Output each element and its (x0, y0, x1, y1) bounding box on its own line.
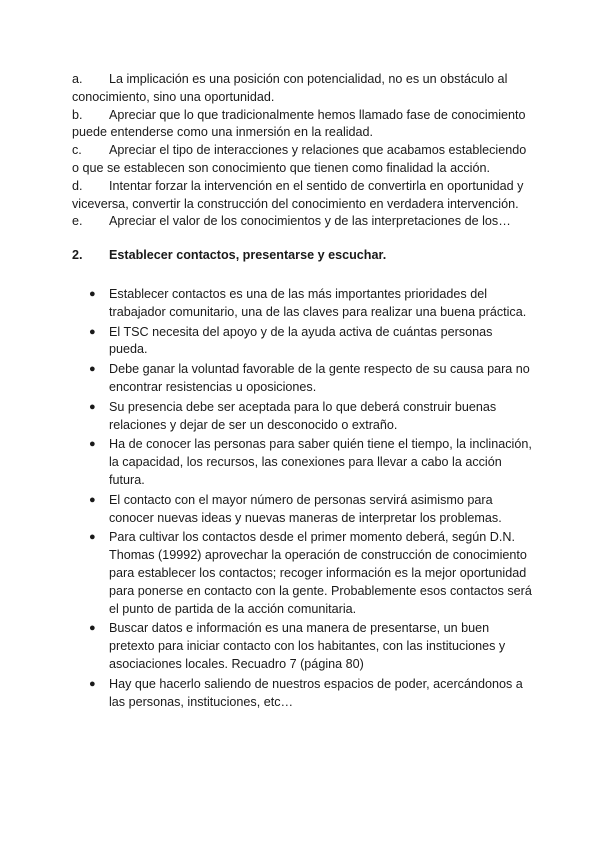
item-marker: c. (72, 143, 82, 158)
bullet-icon: ● (89, 622, 96, 635)
item-text: Apreciar el tipo de interacciones y relaciones que acabamos estableciendo o que se establecen son conocimiento que tienen como finalidad la acción. (72, 143, 527, 175)
list-item (72, 676, 532, 712)
list-item (72, 436, 532, 489)
bullet-icon: ● (89, 287, 96, 300)
lettered-list (72, 71, 532, 231)
list-item (72, 324, 532, 360)
section-title: Establecer contactos, presentarse y escuchar. (109, 248, 387, 263)
section-number: 2. (72, 248, 83, 263)
list-item (72, 620, 532, 673)
item-text: Apreciar que lo que tradicionalmente hemos llamado fase de conocimiento puede entenderse como una inmersión en la realidad. (72, 107, 526, 140)
bullet-text: El contacto con el mayor número de personas servirá asimismo para conocer nuevas ideas y nuevas maneras de interpretar los problemas. (109, 492, 502, 525)
bullet-text: Buscar datos e información es una manera de presentarse, un buen pretexto para iniciar contacto con los habitantes, con las instituciones y asociaciones locales. Recuadro 7 (página 80) (109, 621, 506, 671)
bullet-icon: ● (89, 438, 96, 451)
list-item (72, 361, 532, 397)
list-item (72, 529, 532, 618)
bullet-icon: ● (89, 400, 96, 413)
list-item (72, 286, 532, 322)
bullet-text: Hay que hacerlo saliendo de nuestros espacios de poder, acercándonos a las personas, instituciones, etc… (109, 676, 523, 709)
item-text: Apreciar el valor de los conocimientos y de las interpretaciones de los… (109, 214, 511, 229)
bullet-text: Para cultivar los contactos desde el primer momento deberá, según D.N. Thomas (19992) aprovechar la operación de construcción de conocimiento para establecer los contactos; recoger información es la mejor oportunidad para ponerse en contacto con la gente. Probablemente esos contactos será el punto de partida de la acción comunitaria. (109, 530, 532, 616)
bullet-text: Debe ganar la voluntad favorable de la gente respecto de su causa para no encontrar resistencias u oposiciones. (109, 362, 530, 394)
item-text: La implicación es una posición con potencialidad, no es un obstáculo al conocimiento, sino una oportunidad. (72, 72, 508, 104)
item-marker: e. (72, 214, 83, 229)
bullet-text: Su presencia debe ser aceptada para lo que deberá construir buenas relaciones y dejar de ser un desconocido o extraño. (109, 399, 497, 432)
list-item (72, 178, 532, 214)
item-text: Intentar forzar la intervención en el sentido de convertirla en oportunidad y viceversa, convertir la construcción del conocimiento en verdadera intervención. (72, 178, 524, 211)
bullet-icon: ● (89, 493, 96, 506)
list-item (72, 142, 532, 178)
bullet-icon: ● (89, 325, 96, 338)
list-item (72, 399, 532, 435)
section-heading (72, 247, 532, 265)
bullet-icon: ● (89, 677, 96, 690)
list-item (72, 71, 532, 107)
item-marker: a. (72, 72, 83, 86)
item-marker: d. (72, 178, 83, 193)
item-marker: b. (72, 107, 83, 122)
list-item (72, 492, 532, 528)
bullet-text: El TSC necesita del apoyo y de la ayuda activa de cuántas personas pueda. (109, 324, 493, 357)
bullet-icon: ● (89, 363, 96, 376)
bullet-list (72, 286, 532, 711)
bullet-text: Ha de conocer las personas para saber quién tiene el tiempo, la inclinación, la capacidad, los recursos, las conexiones para llevar a cabo la acción futura. (109, 437, 532, 487)
bullet-text: Establecer contactos es una de las más importantes prioridades del trabajador comunitario, una de las claves para realizar una buena práctica. (109, 286, 527, 319)
list-item (72, 213, 532, 231)
document-page (72, 71, 532, 713)
list-item (72, 107, 532, 143)
bullet-icon: ● (89, 531, 96, 544)
